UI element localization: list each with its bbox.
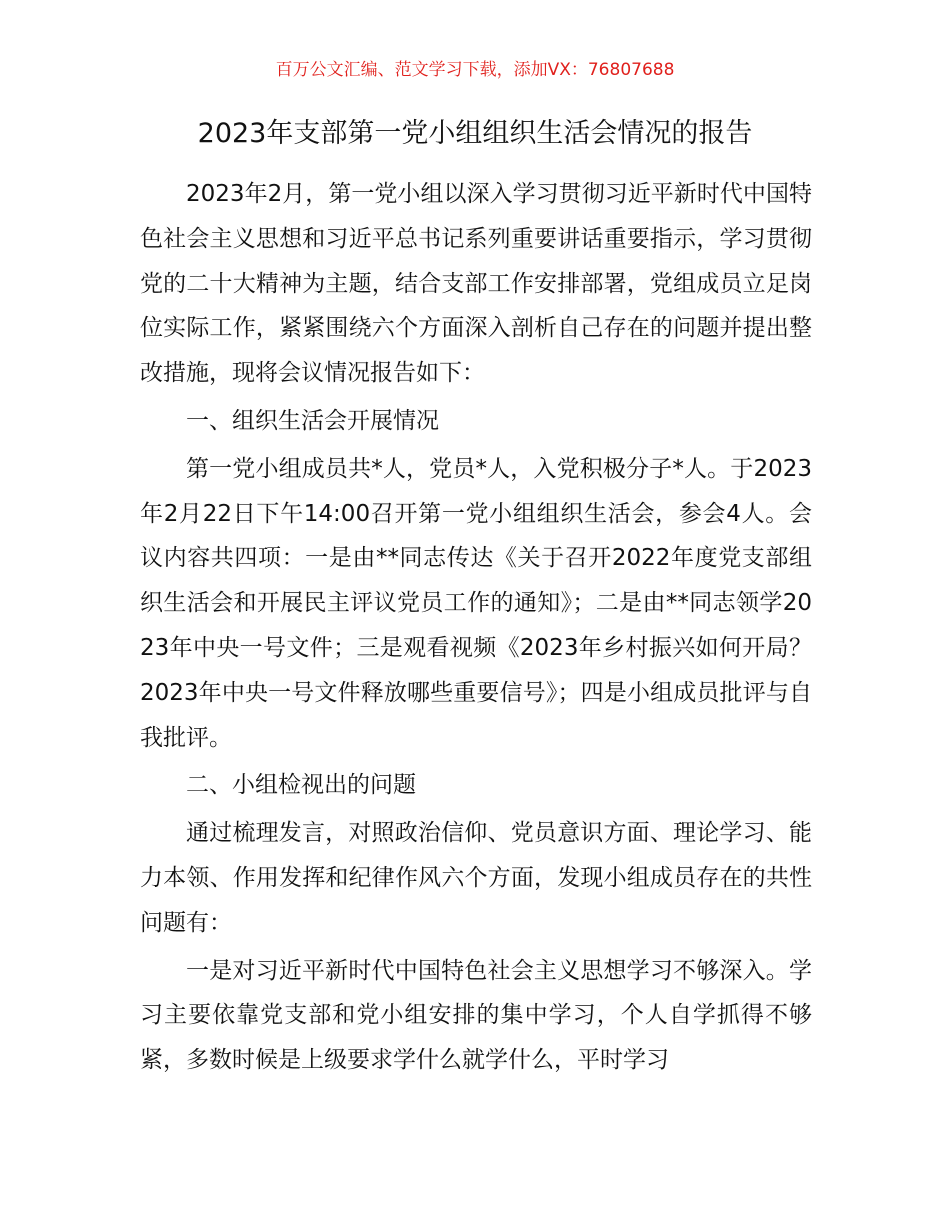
- document-title: 2023年支部第一党小组组织生活会情况的报告: [197, 118, 753, 149]
- paragraph-problems-intro: 通过梳理发言，对照政治信仰、党员意识方面、理论学习、能力本领、作用发挥和纪律作风六个方面，发现小组成员存在的共性问题有：: [140, 820, 812, 936]
- section-heading-1: 一、组织生活会开展情况: [186, 407, 439, 434]
- paragraph-intro: 2023年2月，第一党小组以深入学习贯彻习近平新时代中国特色社会主义思想和习近平总书记系列重要讲话重要指示，学习贯彻党的二十大精神为主题，结合支部工作安排部署，党组成员立足岗位实际工作，紧紧围绕六个方面深入剖析自己存在的问题并提出整改措施，现将会议情况报告如下：: [140, 181, 812, 387]
- section-heading-2: 二、小组检视出的问题: [186, 772, 416, 799]
- promo-banner: 百万公文汇编、范文学习下载，添加VX：76807688: [275, 60, 675, 80]
- paragraph-meeting-overview: 第一党小组成员共*人，党员*人，入党积极分子*人。于2023年2月22日下午14:00召开第一党小组组织生活会，参会4人。会议内容共四项：一是由**同志传达《关于召开2022年度党支部组织生活会和开展民主评议党员工作的通知》；二是由**同志领学2023年中央一号文件；三是观看视频《2023年乡村振兴如何开局？2023年中央一号文件释放哪些重要信号》；四是小组成员批评与自我批评。: [140, 455, 812, 751]
- document-body: [140, 172, 812, 1083]
- paragraph-problem-one: 一是对习近平新时代中国特色社会主义思想学习不够深入。学习主要依靠党支部和党小组安排的集中学习，个人自学抓得不够紧，多数时候是上级要求学什么就学什么，平时学习: [140, 957, 812, 1074]
